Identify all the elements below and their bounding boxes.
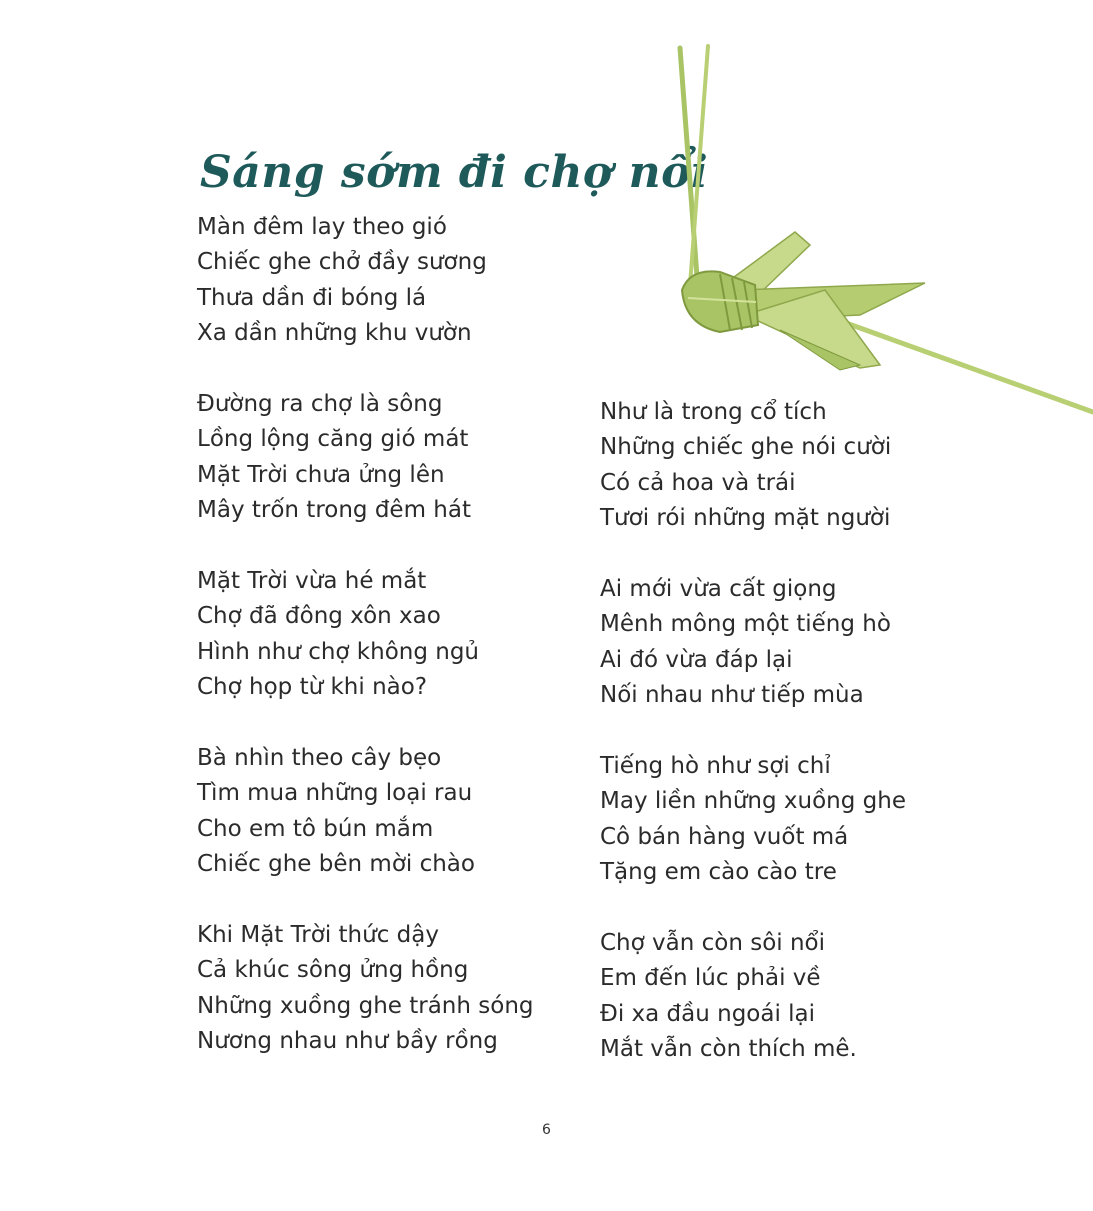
poem-line: Mây trốn trong đêm hát <box>197 497 471 524</box>
grasshopper-leaf-icon <box>660 40 1093 420</box>
page-number: 6 <box>542 1122 551 1138</box>
poem-line: Màn đêm lay theo gió <box>197 214 447 240</box>
poem-line: Những xuồng ghe tránh sóng <box>197 992 534 1019</box>
poem-line: Xa dần những khu vườn <box>197 320 472 347</box>
poem-line: Thưa dần đi bóng lá <box>197 284 427 311</box>
poem-line: Tặng em cào cào tre <box>600 859 837 886</box>
poem-line: Em đến lúc phải về <box>600 965 821 992</box>
poem-line: Cả khúc sông ửng hồng <box>197 957 469 984</box>
poem-stanza <box>197 741 534 883</box>
poem-line: Chợ họp từ khi nào? <box>197 674 428 701</box>
poem-line: Như là trong cổ tích <box>600 399 827 425</box>
poem-line: Cô bán hàng vuốt má <box>600 823 849 850</box>
poem-column-right <box>600 395 906 1103</box>
poem-line: Nương nhau như bầy rồng <box>197 1028 498 1055</box>
poem-line: Tươi rói những mặt người <box>600 505 891 532</box>
poem-line: Mặt Trời vừa hé mắt <box>197 568 427 595</box>
poem-line: Khi Mặt Trời thức dậy <box>197 922 439 949</box>
poem-line: Bà nhìn theo cây bẹo <box>197 745 442 772</box>
poem-line: Lồng lộng căng gió mát <box>197 426 469 453</box>
poem-stanza <box>600 572 906 714</box>
poem-line: Ai mới vừa cất giọng <box>600 576 837 603</box>
poem-line: Mênh mông một tiếng hò <box>600 611 891 638</box>
poem-stanza <box>197 210 534 352</box>
poem-line: Nối nhau như tiếp mùa <box>600 682 864 709</box>
poem-line: Những chiếc ghe nói cười <box>600 434 892 461</box>
poem-line: Tìm mua những loại rau <box>197 780 473 807</box>
poem-column-left <box>197 210 534 1095</box>
poem-line: Hình như chợ không ngủ <box>197 638 480 665</box>
poem-line: May liền những xuồng ghe <box>600 788 906 815</box>
poem-line: Ai đó vừa đáp lại <box>600 646 793 673</box>
poem-line: Chiếc ghe chở đầy sương <box>197 249 487 276</box>
poem-line: Đi xa đầu ngoái lại <box>600 1000 816 1027</box>
poem-stanza <box>600 926 906 1068</box>
poem-stanza <box>197 387 534 529</box>
poem-line: Mặt Trời chưa ửng lên <box>197 461 445 488</box>
poem-stanza <box>600 749 906 891</box>
poem-title: Sáng sớm đi chợ nổi <box>200 147 709 199</box>
poem-line: Đường ra chợ là sông <box>197 391 443 418</box>
poem-line: Cho em tô bún mắm <box>197 815 434 842</box>
poem-line: Chợ vẫn còn sôi nổi <box>600 930 826 957</box>
poem-line: Chợ đã đông xôn xao <box>197 603 441 630</box>
poem-stanza <box>197 564 534 706</box>
poem-line: Mắt vẫn còn thích mê. <box>600 1036 857 1063</box>
poem-line: Chiếc ghe bên mời chào <box>197 851 475 878</box>
poem-line: Có cả hoa và trái <box>600 469 796 496</box>
poem-line: Tiếng hò như sợi chỉ <box>600 753 831 780</box>
poem-stanza <box>197 918 534 1060</box>
